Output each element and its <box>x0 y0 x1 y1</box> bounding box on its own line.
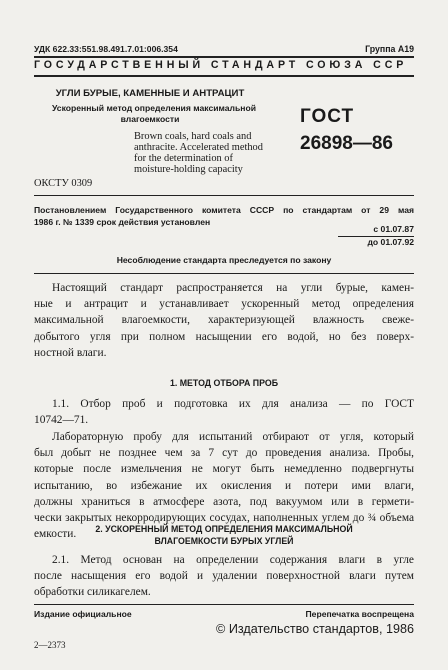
section-1-line: 10742—71. <box>34 414 89 427</box>
footer-rule <box>34 604 414 605</box>
document-subtitle-ru-2: влагоемкости <box>120 114 180 124</box>
section-2-line: после насыщения его водой и удалении поверхностной влаги путем <box>34 570 414 583</box>
document-title-en-3: for the determination of <box>134 153 233 164</box>
group-code: Группа А19 <box>365 44 414 54</box>
intro-line: максимальной влагоемкости, характеризующей влажность свеже- <box>34 314 414 327</box>
effective-to-date: до 01.07.92 <box>367 237 414 247</box>
document-title-en-4: moisture-holding capacity <box>134 164 243 175</box>
section-2-heading-line-2: ВЛАГОЕМКОСТИ БУРЫХ УГЛЕЙ <box>154 536 294 546</box>
gost-label: ГОСТ <box>300 106 355 127</box>
document-title-en-2: anthracite. Accelerated method <box>134 142 263 153</box>
intro-paragraph <box>34 280 414 361</box>
decree-rule <box>34 273 414 274</box>
decree-line-1: Постановлением Государственного комитета СССР по стандартам от 29 мая <box>34 205 414 215</box>
decree-line-2: 1986 г. № 1339 срок действия установлен <box>34 217 211 227</box>
section-2-line: обработки силикагелем. <box>34 586 151 599</box>
reprint-prohibited-label: Перепечатка воспрещена <box>305 609 414 619</box>
document-title-ru: УГЛИ БУРЫЕ, КАМЕННЫЕ И АНТРАЦИТ <box>55 88 245 99</box>
intro-line: ностной влаги. <box>34 346 107 359</box>
header-rule-bottom <box>34 75 414 77</box>
standard-banner: ГОСУДАРСТВЕННЫЙ СТАНДАРТ СОЮЗА ССР <box>34 59 408 71</box>
section-2-paragraph-1 <box>34 552 414 601</box>
section-1-paragraph-1 <box>34 396 414 428</box>
udk-code: УДК 622.33:551.98.491.7.01:006.354 <box>34 44 178 54</box>
section-1-line: чески закрытых некорродирующих сосудах, наполненных углем до ¾ объема емкости. <box>34 512 414 541</box>
violation-notice: Несоблюдение стандарта преследуется по закону <box>116 255 332 265</box>
copyright-notice: © Издательство стандартов, 1986 <box>216 622 414 636</box>
document-title-en-1: Brown coals, hard coals and <box>134 131 252 142</box>
document-subtitle-ru-1: Ускоренный метод определения максимальной <box>52 103 257 113</box>
okstu-code: ОКСТУ 0309 <box>34 178 93 189</box>
section-1-line: 1.1. Отбор проб и подготовка их для анализа — по ГОСТ <box>52 398 414 410</box>
intro-line: добытого угля при полном насыщении его водой, но без поверх- <box>34 330 414 343</box>
section-1-line: Лабораторную пробу для испытаний отбирают от угля, который <box>52 431 414 443</box>
section-2-line: 2.1. Метод основан на определении содержания влаги в угле <box>52 554 414 566</box>
header-rule-top <box>34 56 414 58</box>
section-1-line: которые после измельчения не могут быть немедленно подвергнуты <box>34 463 414 476</box>
official-edition-label: Издание официальное <box>34 609 132 619</box>
section-2-heading-line-1: 2. УСКОРЕННЫЙ МЕТОД ОПРЕДЕЛЕНИЯ МАКСИМАЛЬНОЙ <box>95 524 353 534</box>
section-1-line: должны храниться в атмосфере азота, под вакуумом или в гермети- <box>34 495 414 508</box>
section-1-line: был добыт не позднее чем за 7 сут до проведения анализа. Пробы, <box>34 447 414 460</box>
section-1-heading: 1. МЕТОД ОТБОРА ПРОБ <box>169 378 279 388</box>
effective-from-date: с 01.07.87 <box>373 224 414 234</box>
intro-line: Настоящий стандарт распространяется на угли бурые, камен- <box>52 282 414 294</box>
title-block-rule <box>34 195 414 196</box>
intro-line: ные и антрацит и устанавливает ускоренный метод определения <box>34 298 414 311</box>
page-code: 2—2373 <box>34 640 66 650</box>
section-1-line: испытанию, во избежание их окисления и потери ими влаги, <box>34 479 414 492</box>
gost-number: 26898—86 <box>300 133 393 154</box>
